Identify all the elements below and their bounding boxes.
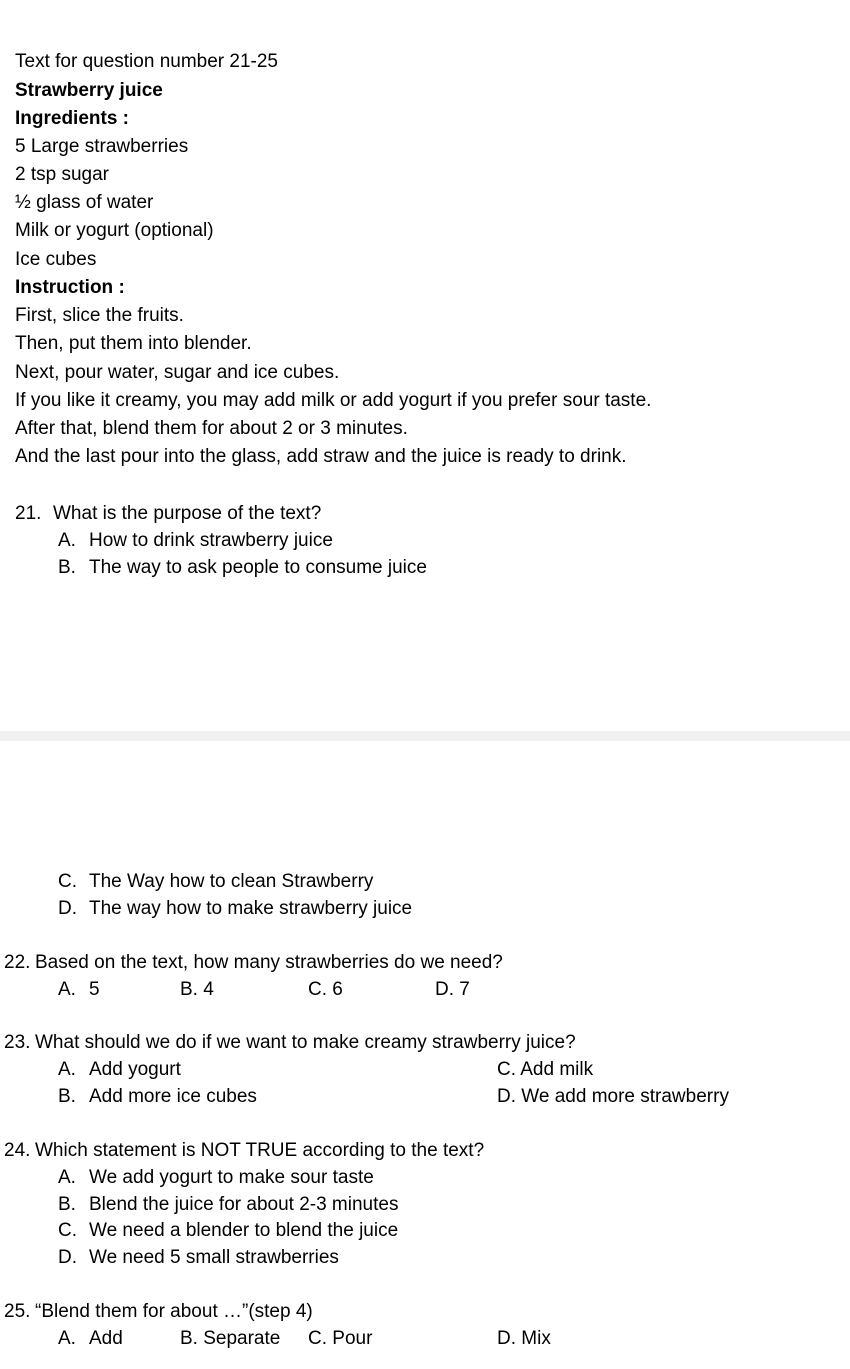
option-21d: D. The way how to make strawberry juice [58, 898, 413, 919]
option-22a: A. 5 [58, 979, 100, 1000]
instruction-step: If you like it creamy, you may add milk or add yogurt if you prefer sour taste. [15, 390, 652, 411]
instruction-step: First, slice the fruits. [15, 305, 184, 326]
question-number: 21. [15, 503, 42, 524]
option-24b: B. Blend the juice for about 2-3 minutes [58, 1194, 399, 1215]
ingredient-item: ½ glass of water [15, 192, 154, 213]
option-25d: D. Mix [497, 1328, 551, 1349]
option-21a: A. How to drink strawberry juice [58, 530, 333, 551]
question-number: 25. [4, 1301, 31, 1322]
instruction-heading: Instruction : [15, 277, 125, 298]
option-23b: B. Add more ice cubes [58, 1086, 257, 1107]
option-22b: B. 4 [180, 979, 214, 1000]
option-23a: A. Add yogurt [58, 1059, 181, 1080]
question-25 [4, 1301, 313, 1323]
question-text: Which statement is NOT TRUE according to the text? [35, 1140, 485, 1161]
ingredient-item: Ice cubes [15, 249, 97, 270]
instruction-step: And the last pour into the glass, add straw and the juice is ready to drink. [15, 446, 627, 467]
ingredient-item: 5 Large strawberries [15, 136, 189, 157]
question-text: What should we do if we want to make creamy strawberry juice? [35, 1032, 576, 1053]
passage-header: Text for question number 21-25 [15, 51, 278, 72]
instruction-step: Then, put them into blender. [15, 333, 252, 354]
option-25c: C. Pour [308, 1328, 373, 1349]
question-23 [4, 1032, 576, 1054]
question-number: 24. [4, 1140, 31, 1161]
option-24c: C. We need a blender to blend the juice [58, 1220, 399, 1241]
instruction-step: After that, blend them for about 2 or 3 minutes. [15, 418, 408, 439]
option-25a: A. Add [58, 1328, 123, 1349]
question-21 [15, 503, 321, 525]
question-24 [4, 1140, 484, 1162]
option-23c: C. Add milk [497, 1059, 594, 1080]
option-25b: B. Separate [180, 1328, 281, 1349]
question-text: Based on the text, how many strawberries do we need? [35, 952, 503, 973]
passage-title: Strawberry juice [15, 80, 163, 101]
option-21c: C. The Way how to clean Strawberry [58, 871, 374, 892]
question-number: 23. [4, 1032, 31, 1053]
option-23d: D. We add more strawberry [497, 1086, 729, 1107]
option-22c: C. 6 [308, 979, 343, 1000]
instruction-step: Next, pour water, sugar and ice cubes. [15, 362, 340, 383]
question-text: “Blend them for about …”(step 4) [35, 1301, 313, 1322]
ingredient-item: Milk or yogurt (optional) [15, 220, 214, 241]
ingredient-item: 2 tsp sugar [15, 164, 109, 185]
option-24d: D. We need 5 small strawberries [58, 1247, 339, 1268]
option-24a: A. We add yogurt to make sour taste [58, 1167, 374, 1188]
question-22 [4, 952, 503, 974]
option-22d: D. 7 [435, 979, 470, 1000]
ingredients-heading: Ingredients : [15, 108, 130, 129]
option-21b: B. The way to ask people to consume juice [58, 557, 427, 578]
question-number: 22. [4, 952, 31, 973]
page-break [0, 731, 850, 741]
question-text: What is the purpose of the text? [53, 503, 322, 524]
